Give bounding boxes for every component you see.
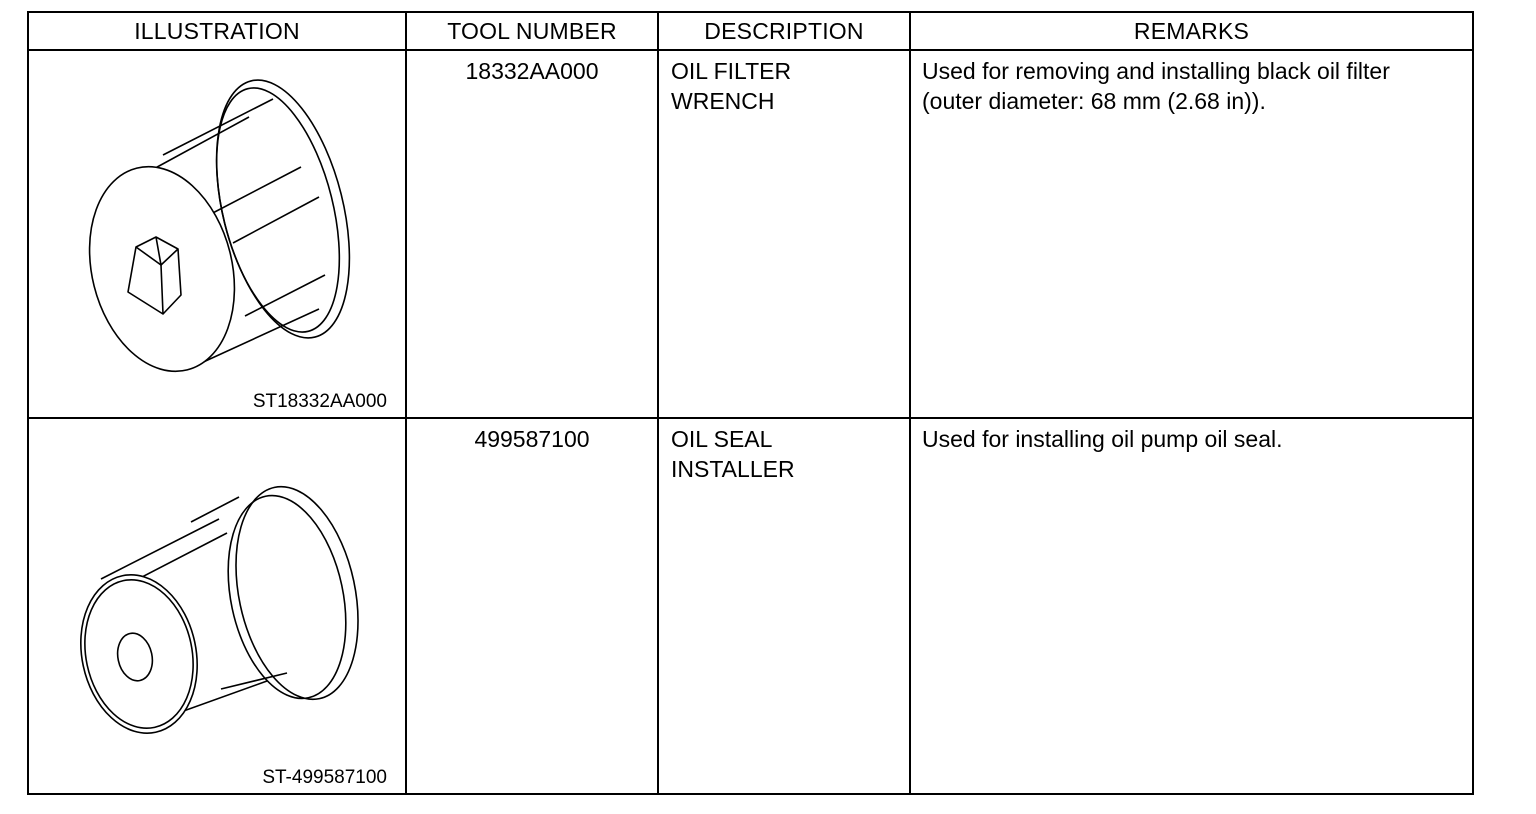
table-row (28, 50, 1473, 418)
header-description: DESCRIPTION (658, 12, 910, 50)
table-header-row (28, 12, 1473, 50)
remarks-line: Used for removing and installing black oil filter (922, 58, 1390, 84)
remarks-line: (outer diameter: 68 mm (2.68 in)). (922, 88, 1266, 114)
tool-remarks (910, 50, 1473, 418)
header-illustration: ILLUSTRATION (28, 12, 406, 50)
tool-number: 18332AA000 (406, 50, 658, 418)
illustration-code: ST-499587100 (262, 767, 387, 788)
description-line: INSTALLER (671, 456, 795, 482)
tool-number: 499587100 (406, 418, 658, 794)
illustration-cell (28, 418, 406, 794)
header-tool-number: TOOL NUMBER (406, 12, 658, 50)
table-row (28, 418, 1473, 794)
header-remarks: REMARKS (910, 12, 1473, 50)
oil-filter-wrench-icon (29, 51, 407, 419)
description-line: WRENCH (671, 88, 775, 114)
remarks-line: Used for installing oil pump oil seal. (922, 426, 1283, 452)
illustration-code: ST18332AA000 (252, 391, 387, 412)
tool-remarks (910, 418, 1473, 794)
illustration-cell (28, 50, 406, 418)
tool-description (658, 50, 910, 418)
description-line: OIL SEAL (671, 426, 773, 452)
tool-description (658, 418, 910, 794)
special-tools-table (27, 11, 1474, 795)
oil-seal-installer-icon (29, 419, 407, 795)
description-line: OIL FILTER (671, 58, 792, 84)
